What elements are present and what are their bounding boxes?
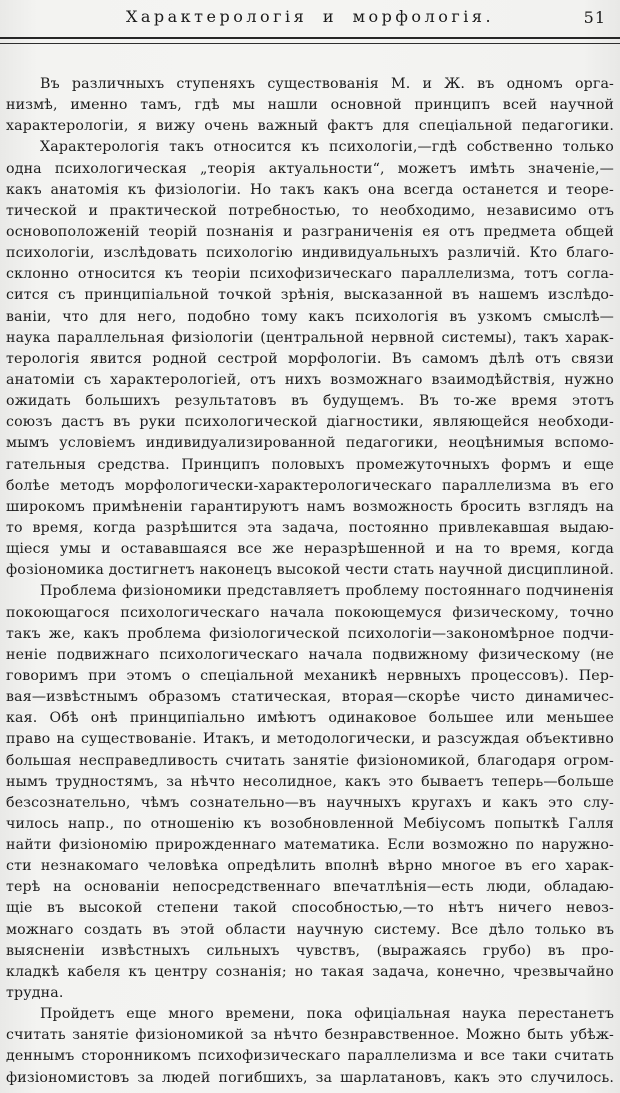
text-line: терологія явится родной сестрой морфологіи. Въ самомъ дѣлѣ отъ связи [6, 350, 614, 367]
text-line: найти физіономію прирожденнаго математика. Если возможно по наружно- [6, 837, 614, 854]
text-line: такъ же, какъ проблема физіологической психологіи—закономѣрное подчи- [6, 625, 614, 642]
text-line: щіеся умы и остававшаяся все же неразрѣшенной и на то время, когда [6, 541, 614, 558]
text-line: чилось напр., по отношенію къ возобновленной Мебіусомъ попыткѣ Галля [6, 815, 614, 832]
text-line: гательныя средства. Принципъ половыхъ промежуточныхъ формъ и еще [6, 456, 614, 473]
paragraph [6, 1004, 614, 1089]
text-line: щіе въ высокой степени такой способностью,—то нѣтъ ничего невоз- [6, 900, 614, 917]
text-line: психологіи, изслѣдовать психологію индивидуальныхъ различій. Кто благо- [6, 245, 614, 262]
text-line: низмѣ, именно тамъ, гдѣ мы нашли основной принципъ всей научной [6, 97, 614, 114]
text-line: безсознательно, чѣмъ сознательно—въ научныхъ кругахъ и какъ это слу- [6, 794, 614, 811]
paragraph [6, 74, 614, 137]
text-line: одна психологическая „теорія актуальности“, можетъ имѣть значеніе,— [6, 160, 614, 177]
text-line: какъ анатомія къ физіологіи. Но такъ какъ она всегда останется и теоре- [6, 181, 614, 198]
text-line: фозіономика достигнетъ наконецъ высокой чести стать научной дисциплиной. [6, 562, 614, 579]
text-line: неніе подвижнаго психологическаго начала подвижному физическому (не [6, 646, 614, 663]
text-line: можнаго создать въ этой области научную систему. Все дѣло только въ [6, 921, 614, 938]
text-line: болѣе методъ морфологически-характерологическаго параллелизма въ его [6, 477, 614, 494]
page-title: Характерологія и морфологія. [125, 7, 495, 26]
text-line: кая. Обѣ онѣ принципіально имѣютъ одинаковое большее или меньшее [6, 710, 614, 727]
text-line: широкомъ примѣненіи гарантируютъ намъ возможность бросить взглядъ на [6, 498, 614, 515]
text-line: Въ различныхъ ступеняхъ существованія М. и Ж. въ одномъ орга- [40, 76, 614, 92]
text-line: Пройдетъ еще много времени, пока офиціальная наука перестанетъ [40, 1006, 614, 1023]
text-line: вая—извѣстнымъ образомъ статическая, вторая—скорѣе чисто динамичес- [6, 689, 614, 706]
text-line: право на существованіе. Итакъ, и методологически, и разсуждая объективно [6, 731, 614, 748]
text-line: тической и практической потребностью, то необходимо, независимо отъ [6, 202, 614, 219]
text-line: основоположеній теорій познанія и разграниченія ея отъ предмета общей [6, 223, 614, 240]
text-line: анатоміи съ характерологіей, отъ нихъ возможнаго взаимодѣйствія, нужно [6, 371, 614, 388]
text-line: большая несправедливость считать занятіе физіономикой, благодаря огром- [6, 752, 614, 769]
text-line: Характерологія такъ относится къ психологіи,—гдѣ собственно только [40, 139, 614, 156]
running-head [0, 7, 620, 31]
text-line: склонно относится къ теоріи психофизическаго параллелизма, тотъ согла- [6, 266, 614, 283]
text-line: то время, когда разрѣшится эта задача, постоянно привлекавшая выдаю- [6, 519, 614, 536]
page-number: 51 [583, 8, 606, 27]
text-line: терѣ на основаніи непосредственнаго впечатлѣнія—есть люди, обладаю- [6, 879, 614, 896]
paragraph [6, 581, 614, 1004]
text-line: нымъ трудностямъ, за нѣчто несолидное, какъ это бываетъ теперь—больше [6, 773, 614, 790]
text-line: сится съ принципіальной точкой зрѣнія, высказанной въ нашемъ изслѣдо- [6, 287, 614, 304]
text-line: характерологіи, я вижу очень важный фактъ для спеціальной педагогики. [6, 118, 614, 135]
text-line: кладкѣ кабеля къ центру сознанія; но такая задача, конечно, чрезвычайно [6, 963, 614, 980]
text-line: наука параллельная физіологіи (центральной нервной системы), такъ харак- [6, 329, 614, 346]
text-line: деннымъ сторонникомъ психофизическаго параллелизма и все таки считать [6, 1048, 614, 1065]
text-line: считать занятіе физіономикой за нѣчто безнравственное. Можно быть убѣж- [6, 1027, 614, 1044]
text-line: трудна. [6, 985, 64, 1002]
text-line: говоримъ при этомъ о спеціальной механикѣ нервныхъ процессовъ). Пер- [6, 667, 614, 684]
header-double-rule [0, 37, 620, 44]
text-line: мымъ условіемъ индивидуализированной педагогики, неоцѣнимыя вспомо- [6, 435, 614, 452]
text-line: ожидать большихъ результатовъ въ будущемъ. Въ то-же время этотъ [6, 393, 614, 410]
text-line: сти незнакомаго человѣка опредѣлить вполнѣ вѣрно многое въ его харак- [6, 858, 614, 875]
text-line: Проблема физіономики представляетъ проблему постояннаго подчиненія [40, 583, 614, 600]
text-line: ваніи, что для него, подобно тому какъ психологія въ узкомъ смыслѣ— [6, 308, 614, 325]
text-line: покоющагося психологическаго начала покоющемуся физическому, точно [6, 604, 614, 621]
text-line: союзъ дастъ въ руки психологической діагностики, являющейся необходи- [6, 414, 614, 431]
text-line: выясненіи извѣстныхъ сильныхъ чувствъ, (выражаясь грубо) въ про- [6, 942, 614, 959]
text-line: физіономистовъ за людей погибшихъ, за шарлатановъ, какъ это случилось. [6, 1069, 614, 1086]
text-block [6, 74, 614, 1089]
paragraph [6, 137, 614, 581]
